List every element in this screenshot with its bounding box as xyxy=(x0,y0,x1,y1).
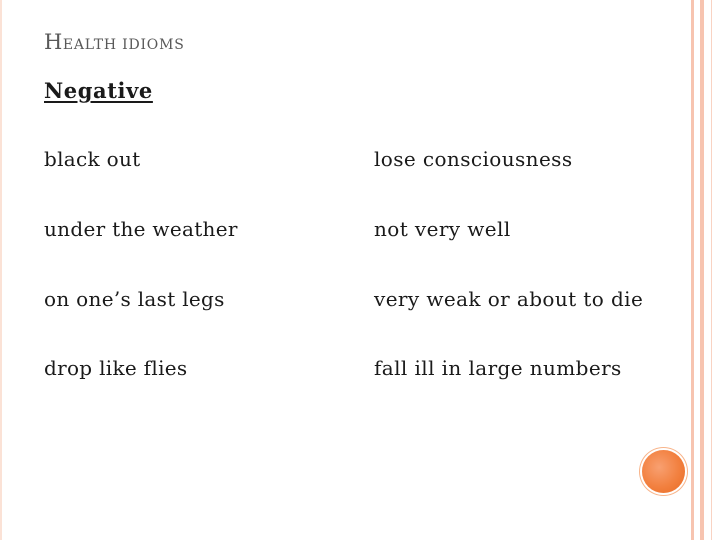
idiom-text: on one’s last legs xyxy=(44,287,225,311)
idiom-meaning: very weak or about to die xyxy=(374,287,644,311)
idiom-row xyxy=(44,287,664,317)
idiom-meaning: fall ill in large numbers xyxy=(374,356,622,380)
idiom-text: black out xyxy=(44,147,141,171)
decorative-orb xyxy=(642,450,685,493)
idiom-meaning: lose consciousness xyxy=(374,147,573,171)
title-rest: EALTH IDIOMS xyxy=(62,37,185,53)
right-border-stripe xyxy=(691,0,694,540)
right-border-line xyxy=(711,0,712,540)
right-border-stripe xyxy=(700,0,704,540)
slide-title xyxy=(44,30,185,54)
idiom-meaning: not very well xyxy=(374,217,511,241)
title-initial: H xyxy=(44,30,63,54)
idiom-row xyxy=(44,147,664,177)
idiom-row xyxy=(44,356,664,386)
idiom-row xyxy=(44,217,664,247)
idiom-text: drop like flies xyxy=(44,356,188,380)
section-heading: Negative xyxy=(44,78,153,103)
idiom-text: under the weather xyxy=(44,217,238,241)
left-border-decoration xyxy=(0,0,2,540)
